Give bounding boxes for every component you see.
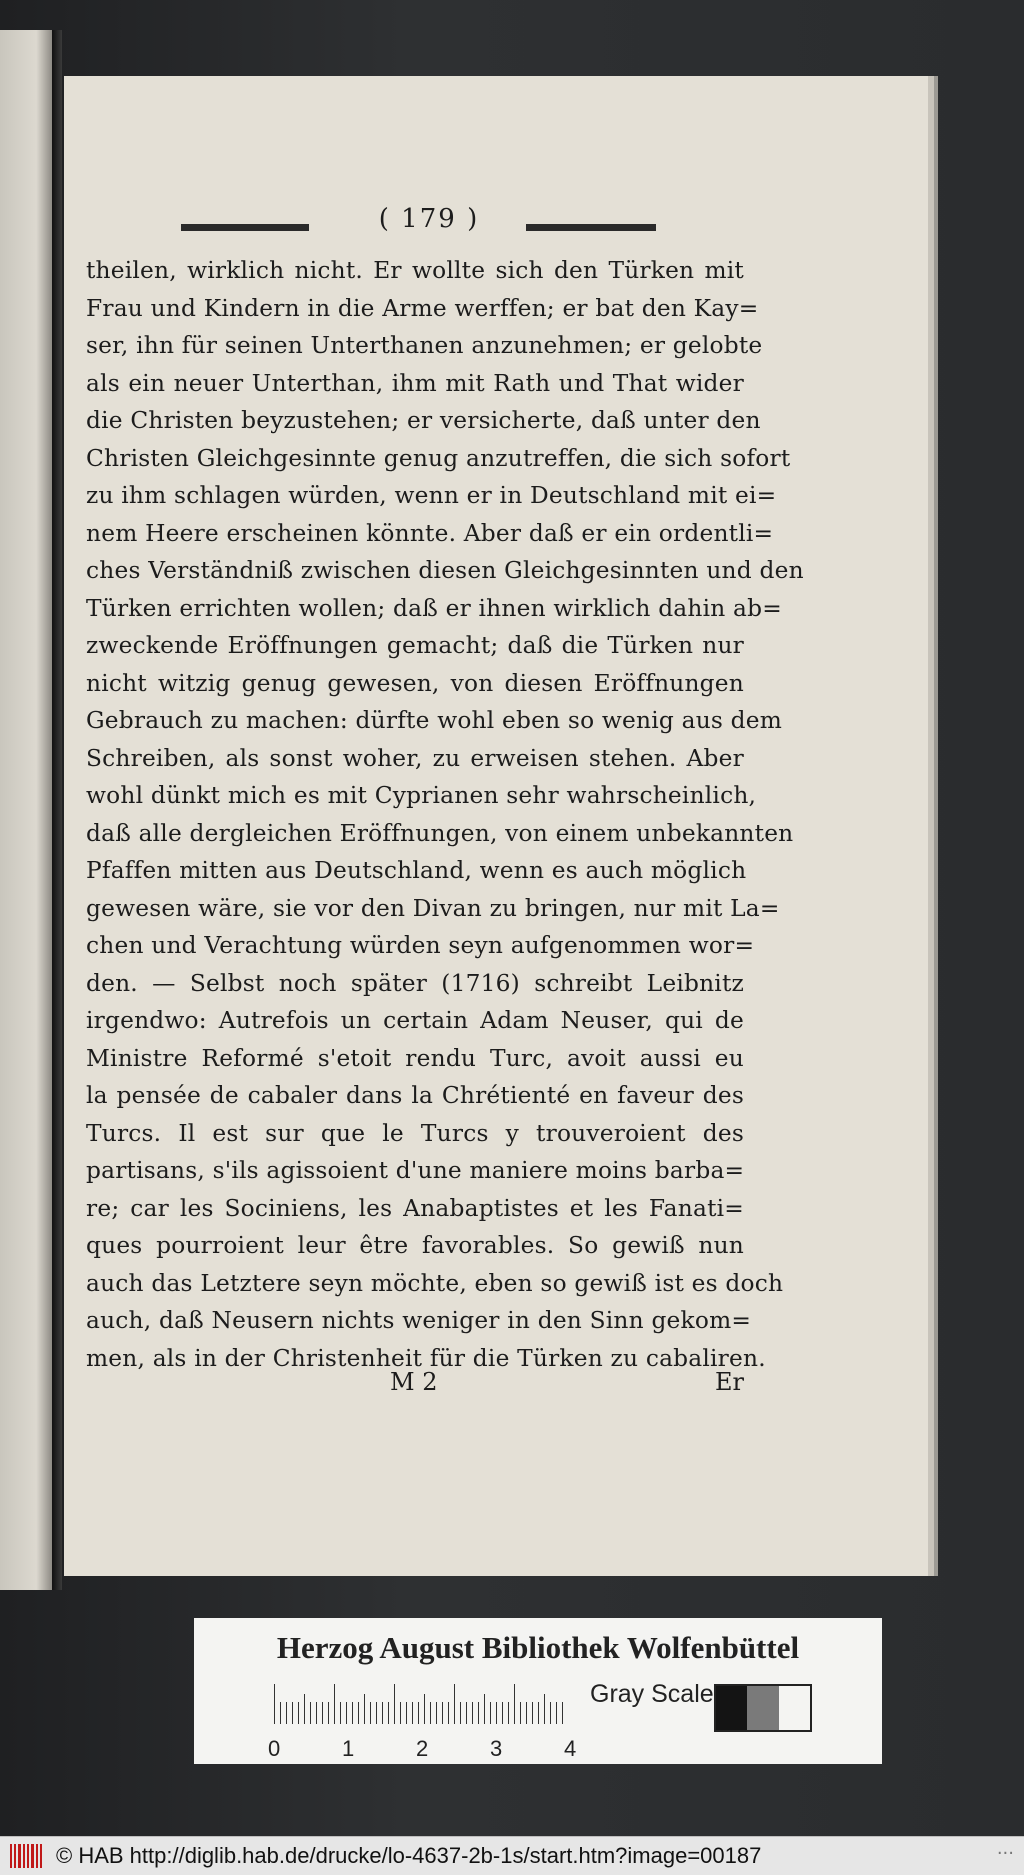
text-line: Schreiben, als sonst woher, zu erweisen stehen. Aber xyxy=(86,744,744,772)
ruler-tick xyxy=(532,1702,533,1724)
text-line: wohl dünkt mich es mit Cyprianen sehr wahrscheinlich, xyxy=(86,782,757,809)
ruler-tick xyxy=(364,1694,365,1724)
text-line: Frau und Kindern in die Arme werffen; er bat den Kay= xyxy=(86,294,759,322)
text-line: den. — Selbst noch später (1716) schreibt Leibnitz xyxy=(86,969,744,997)
ruler-tick xyxy=(514,1684,515,1724)
text-line: die Christen beyzustehen; er versicherte, daß unter den xyxy=(86,407,761,434)
ruler-tick xyxy=(430,1702,431,1724)
text-line: men, als in der Christenheit für die Türken zu cabaliren. xyxy=(86,1344,766,1372)
source-url-text[interactable]: © HAB http://diglib.hab.de/drucke/lo-4637-2b-1s/start.htm?image=00187 xyxy=(56,1843,762,1868)
ruler-tick xyxy=(376,1702,377,1724)
text-line: ches Verständniß zwischen diesen Gleichgesinnten und den xyxy=(86,557,804,584)
ruler-tick xyxy=(322,1702,323,1724)
more-options-icon[interactable]: ··· xyxy=(996,1843,1014,1864)
swatch-white xyxy=(779,1686,810,1730)
ruler-tick xyxy=(358,1702,359,1724)
ruler-tick xyxy=(556,1702,557,1724)
text-line: la pensée de cabaler dans la Chrétienté en faveur des xyxy=(86,1082,744,1109)
text-line: Türken errichten wollen; daß er ihnen wirklich dahin ab= xyxy=(86,594,782,622)
text-line: Turcs. Il est sur que le Turcs y trouveroient des xyxy=(86,1119,744,1147)
adjacent-page-edge xyxy=(0,30,52,1590)
ruler-number: 2 xyxy=(416,1736,429,1761)
ruler-tick xyxy=(400,1702,401,1724)
ruler-tick xyxy=(520,1702,521,1724)
ruler-tick xyxy=(304,1694,305,1724)
ruler-tick xyxy=(454,1684,455,1724)
text-line: theilen, wirklich nicht. Er wollte sich den Türken mit xyxy=(86,257,744,284)
barcode-logo-icon xyxy=(10,1844,44,1868)
ruler-number: 0 xyxy=(268,1736,281,1761)
gray-scale-label: Gray Scale xyxy=(590,1680,714,1708)
ruler-tick xyxy=(346,1702,347,1724)
ruler-number: 3 xyxy=(490,1736,503,1761)
ruler-tick xyxy=(448,1702,449,1724)
ruler-tick xyxy=(460,1702,461,1724)
text-line: zu ihm schlagen würden, wenn er in Deutschland mit ei= xyxy=(86,482,777,509)
ruler-tick xyxy=(418,1702,419,1724)
ruler-tick xyxy=(466,1702,467,1724)
ruler-tick xyxy=(370,1702,371,1724)
ruler-number: 1 xyxy=(342,1736,355,1761)
ruler-tick xyxy=(436,1702,437,1724)
ruler-tick xyxy=(412,1702,413,1724)
signature-mark: M 2 xyxy=(390,1368,438,1396)
text-line: auch das Letztere seyn möchte, eben so gewiß ist es doch xyxy=(86,1269,784,1297)
text-line: auch, daß Neusern nichts weniger in den Sinn gekom= xyxy=(86,1307,752,1334)
text-line: re; car les Sociniens, les Anabaptistes et les Fanati= xyxy=(86,1194,744,1222)
ruler-tick xyxy=(292,1702,293,1724)
ruler-tick xyxy=(544,1694,545,1724)
library-name: Herzog August Bibliothek Wolfenbüttel xyxy=(276,1630,800,1665)
ruler-tick xyxy=(274,1684,275,1724)
text-line: Christen Gleichgesinnte genug anzutreffen, die sich sofort xyxy=(86,444,791,472)
swatch-black xyxy=(716,1686,747,1730)
text-line: nem Heere erscheinen könnte. Aber daß er ein ordentli= xyxy=(86,519,774,547)
ruler-tick xyxy=(538,1702,539,1724)
text-line: chen und Verachtung würden seyn aufgenommen wor= xyxy=(86,932,755,959)
ruler-tick xyxy=(406,1702,407,1724)
ruler-tick xyxy=(502,1702,503,1724)
ruler-tick xyxy=(340,1702,341,1724)
ruler-tick xyxy=(334,1684,335,1724)
page-body-text xyxy=(86,252,804,1377)
ruler-tick xyxy=(442,1702,443,1724)
swatch-gray xyxy=(747,1686,778,1730)
text-line: gewesen wäre, sie vor den Divan zu bringen, nur mit La= xyxy=(86,894,780,922)
ruler-tick xyxy=(280,1702,281,1724)
ruler-tick xyxy=(490,1702,491,1724)
text-line: daß alle dergleichen Eröffnungen, von einem unbekannten xyxy=(86,819,794,847)
text-line: zweckende Eröffnungen gemacht; daß die Türken nur xyxy=(86,632,744,659)
text-line: nicht witzig genug gewesen, von diesen Eröffnungen xyxy=(86,669,744,697)
ruler-tick xyxy=(562,1702,563,1724)
ruler-tick xyxy=(496,1702,497,1724)
ruler-tick xyxy=(316,1702,317,1724)
header-rule-right xyxy=(526,224,656,231)
page-footer xyxy=(86,1368,744,1404)
text-line: irgendwo: Autrefois un certain Adam Neuser, qui de xyxy=(86,1007,744,1034)
ruler-tick xyxy=(484,1694,485,1724)
ruler-tick xyxy=(478,1702,479,1724)
gray-scale-swatch xyxy=(714,1684,812,1732)
catchword: Er xyxy=(715,1368,744,1396)
text-line: Ministre Reformé s'etoit rendu Turc, avoit aussi eu xyxy=(86,1044,744,1072)
ruler-tick xyxy=(286,1702,287,1724)
page-header xyxy=(64,204,928,244)
header-rule-left xyxy=(181,224,309,231)
ruler-tick xyxy=(298,1702,299,1724)
ruler-tick xyxy=(394,1684,395,1724)
text-line: ser, ihn für seinen Unterthanen anzunehmen; er gelobte xyxy=(86,332,763,359)
text-line: ques pourroient leur être favorables. So gewiß nun xyxy=(86,1232,744,1259)
ruler-number: 4 xyxy=(564,1736,577,1761)
ruler-tick xyxy=(388,1702,389,1724)
ruler-tick xyxy=(424,1694,425,1724)
ruler-tick xyxy=(526,1702,527,1724)
book-page xyxy=(64,76,928,1576)
ruler-tick xyxy=(472,1702,473,1724)
book-gutter xyxy=(52,30,62,1590)
text-line: Pfaffen mitten aus Deutschland, wenn es auch möglich xyxy=(86,857,747,884)
browser-status-bar xyxy=(0,1836,1024,1875)
ruler-tick xyxy=(352,1702,353,1724)
ruler-tick xyxy=(550,1702,551,1724)
color-calibration-card xyxy=(194,1618,882,1764)
ruler-tick xyxy=(508,1702,509,1724)
text-line: partisans, s'ils agissoient d'une maniere moins barba= xyxy=(86,1157,745,1184)
ruler-tick xyxy=(310,1702,311,1724)
ruler-tick xyxy=(382,1702,383,1724)
text-line: Gebrauch zu machen: dürfte wohl eben so wenig aus dem xyxy=(86,707,783,734)
measurement-ruler xyxy=(268,1680,577,1761)
page-number: ( 179 ) xyxy=(378,204,480,234)
text-line: als ein neuer Unterthan, ihm mit Rath und That wider xyxy=(86,369,744,397)
ruler-tick xyxy=(328,1702,329,1724)
